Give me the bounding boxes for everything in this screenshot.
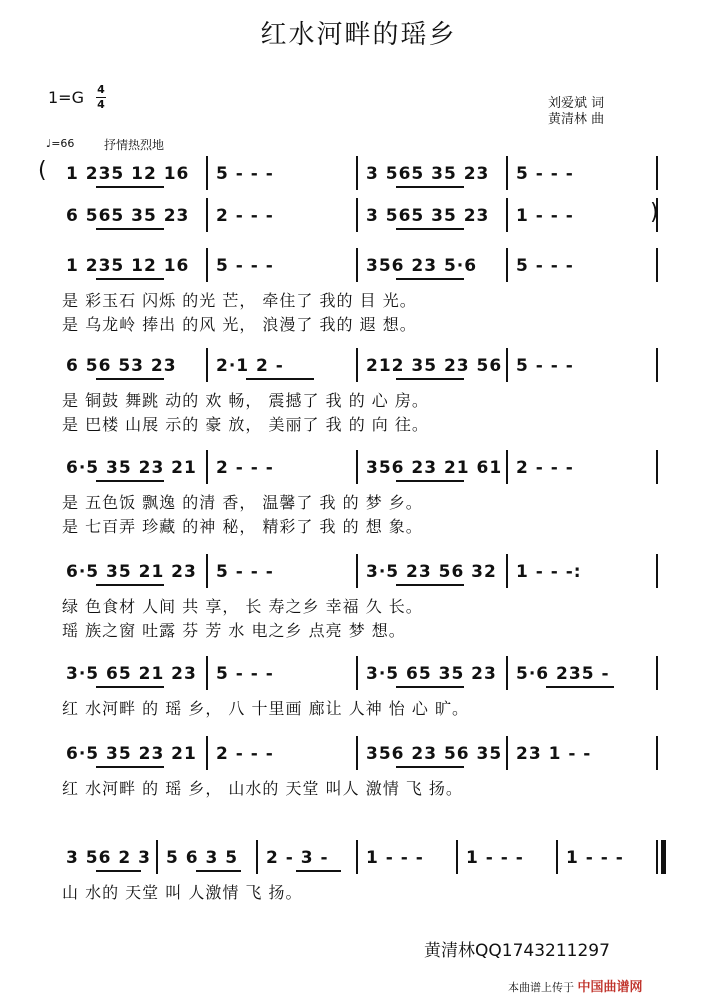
measure-notes: 5 - - - bbox=[516, 356, 574, 376]
beat-underline bbox=[96, 584, 164, 586]
measure-notes: 6·5 35 23 21 bbox=[66, 458, 197, 478]
measure-notes: 6 565 35 23 bbox=[66, 206, 190, 226]
bar-line bbox=[656, 248, 658, 282]
measure-notes: 1 235 12 16 bbox=[66, 256, 190, 276]
beat-underline bbox=[296, 870, 341, 872]
bar-line bbox=[656, 156, 658, 190]
measure-notes: 5 6 3 5 bbox=[166, 848, 239, 868]
measure-notes: 3 565 35 23 bbox=[366, 164, 490, 184]
lyric-line: 红 水河畔 的 瑶 乡， 山水的 天堂 叫人 激情 飞 扬。 bbox=[62, 779, 463, 798]
lyric-line: 是 巴楼 山展 示的 豪 放， 美丽了 我 的 向 往。 bbox=[62, 415, 429, 434]
bar-line bbox=[556, 840, 558, 874]
measure-notes: 2·1 2 - bbox=[216, 356, 284, 376]
repeat-close-paren: ) bbox=[650, 200, 659, 225]
bar-line bbox=[356, 156, 358, 190]
beat-underline bbox=[396, 186, 464, 188]
lyric-line: 红 水河畔 的 瑶 乡， 八 十里画 廊让 人神 怡 心 旷。 bbox=[62, 699, 469, 718]
bar-line bbox=[506, 156, 508, 190]
song-title: 红水河畔的瑶乡 bbox=[260, 20, 457, 50]
bar-line bbox=[256, 840, 258, 874]
measure-notes: 2 - 3 - bbox=[266, 848, 329, 868]
bar-line bbox=[656, 554, 658, 588]
beat-underline bbox=[396, 378, 464, 380]
beat-underline bbox=[396, 686, 464, 688]
measure-notes: 5·6 235 - bbox=[516, 664, 610, 684]
lyric-line: 绿 色食材 人间 共 享， 长 寿之乡 幸福 久 长。 bbox=[62, 597, 423, 616]
beat-underline bbox=[96, 378, 164, 380]
footer bbox=[508, 976, 643, 995]
measure-notes: 3 565 35 23 bbox=[366, 206, 490, 226]
bar-line bbox=[206, 198, 208, 232]
measure-notes: 2 - - - bbox=[216, 458, 274, 478]
bar-line bbox=[656, 840, 658, 874]
beat-underline bbox=[96, 686, 164, 688]
measure-notes: 6 56 53 23 bbox=[66, 356, 177, 376]
lyric-line: 瑶 族之窗 吐露 芬 芳 水 电之乡 点亮 梦 想。 bbox=[62, 621, 406, 640]
measure-notes: 1 235 12 16 bbox=[66, 164, 190, 184]
bar-line bbox=[356, 840, 358, 874]
lyricist-credit: 刘爱斌 词 bbox=[548, 96, 605, 111]
bar-line bbox=[356, 348, 358, 382]
lyric-line: 是 七百弄 珍藏 的神 秘， 精彩了 我 的 想 象。 bbox=[62, 517, 423, 536]
lyric-line: 是 铜鼓 舞跳 动的 欢 畅， 震撼了 我 的 心 房。 bbox=[62, 391, 429, 410]
bar-line bbox=[206, 736, 208, 770]
beat-underline bbox=[396, 766, 464, 768]
measure-notes: 3·5 65 21 23 bbox=[66, 664, 197, 684]
measure-notes: 3 56 2 3 bbox=[66, 848, 151, 868]
beat-underline bbox=[96, 228, 164, 230]
measure-notes: 6·5 35 21 23 bbox=[66, 562, 197, 582]
beat-underline bbox=[396, 584, 464, 586]
bar-line bbox=[356, 450, 358, 484]
beat-underline bbox=[96, 186, 164, 188]
measure-notes: 2 - - - bbox=[216, 744, 274, 764]
bar-line bbox=[656, 450, 658, 484]
final-bar-line bbox=[661, 840, 666, 874]
beat-underline bbox=[546, 686, 614, 688]
lyric-line: 是 乌龙岭 捧出 的风 光， 浪漫了 我的 遐 想。 bbox=[62, 315, 417, 334]
bar-line bbox=[506, 450, 508, 484]
measure-notes: 5 - - - bbox=[216, 256, 274, 276]
bar-line bbox=[506, 554, 508, 588]
bar-line bbox=[506, 348, 508, 382]
tempo-marking: ♩=66 bbox=[46, 137, 75, 150]
measure-notes: 5 - - - bbox=[216, 164, 274, 184]
repeat-open-paren: ( bbox=[38, 158, 47, 183]
time-signature bbox=[96, 84, 106, 111]
bar-line bbox=[356, 198, 358, 232]
footer-text: 本曲谱上传于 bbox=[508, 981, 574, 994]
time-signature-bottom: 4 bbox=[97, 98, 105, 111]
bar-line bbox=[156, 840, 158, 874]
measure-notes: 1 - - -: bbox=[516, 562, 582, 582]
measure-notes: 5 - - - bbox=[216, 562, 274, 582]
arranger-signature: 黄清林QQ1743211297 bbox=[424, 941, 610, 961]
measure-notes: 1 - - - bbox=[566, 848, 624, 868]
measure-notes: 356 23 21 61 bbox=[366, 458, 503, 478]
bar-line bbox=[356, 736, 358, 770]
expression-marking: 抒情热烈地 bbox=[104, 138, 165, 152]
beat-underline bbox=[96, 278, 164, 280]
measure-notes: 23 1 - - bbox=[516, 744, 592, 764]
bar-line bbox=[206, 248, 208, 282]
bar-line bbox=[506, 248, 508, 282]
beat-underline bbox=[196, 870, 241, 872]
bar-line bbox=[206, 656, 208, 690]
measure-notes: 5 - - - bbox=[516, 164, 574, 184]
bar-line bbox=[506, 736, 508, 770]
beat-underline bbox=[396, 228, 464, 230]
bar-line bbox=[206, 450, 208, 484]
measure-notes: 6·5 35 23 21 bbox=[66, 744, 197, 764]
measure-notes: 356 23 5·6 bbox=[366, 256, 478, 276]
measure-notes: 1 - - - bbox=[366, 848, 424, 868]
beat-underline bbox=[396, 480, 464, 482]
bar-line bbox=[456, 840, 458, 874]
bar-line bbox=[206, 348, 208, 382]
bar-line bbox=[356, 248, 358, 282]
lyric-line: 是 彩玉石 闪烁 的光 芒， 牵住了 我的 目 光。 bbox=[62, 291, 417, 310]
bar-line bbox=[506, 198, 508, 232]
lyric-line: 是 五色饭 飘逸 的清 香， 温馨了 我 的 梦 乡。 bbox=[62, 493, 423, 512]
measure-notes: 212 35 23 56 bbox=[366, 356, 503, 376]
beat-underline bbox=[96, 766, 164, 768]
time-signature-top: 4 bbox=[97, 83, 105, 96]
beat-underline bbox=[96, 870, 141, 872]
site-logo: 中国曲谱网 bbox=[577, 980, 643, 995]
lyric-line: 山 水的 天堂 叫 人激情 飞 扬。 bbox=[62, 883, 303, 902]
measure-notes: 2 - - - bbox=[516, 458, 574, 478]
bar-line bbox=[356, 554, 358, 588]
measure-notes: 1 - - - bbox=[516, 206, 574, 226]
measure-notes: 2 - - - bbox=[216, 206, 274, 226]
bar-line bbox=[656, 348, 658, 382]
beat-underline bbox=[96, 480, 164, 482]
bar-line bbox=[656, 656, 658, 690]
bar-line bbox=[206, 156, 208, 190]
key-signature: 1=G bbox=[48, 88, 84, 107]
beat-underline bbox=[396, 278, 464, 280]
bar-line bbox=[656, 736, 658, 770]
measure-notes: 5 - - - bbox=[516, 256, 574, 276]
measure-notes: 356 23 56 35 bbox=[366, 744, 503, 764]
measure-notes: 1 - - - bbox=[466, 848, 524, 868]
composer-credit: 黄清林 曲 bbox=[548, 112, 605, 127]
measure-notes: 3·5 65 35 23 bbox=[366, 664, 497, 684]
bar-line bbox=[206, 554, 208, 588]
bar-line bbox=[506, 656, 508, 690]
bar-line bbox=[356, 656, 358, 690]
measure-notes: 5 - - - bbox=[216, 664, 274, 684]
beat-underline bbox=[246, 378, 314, 380]
measure-notes: 3·5 23 56 32 bbox=[366, 562, 497, 582]
